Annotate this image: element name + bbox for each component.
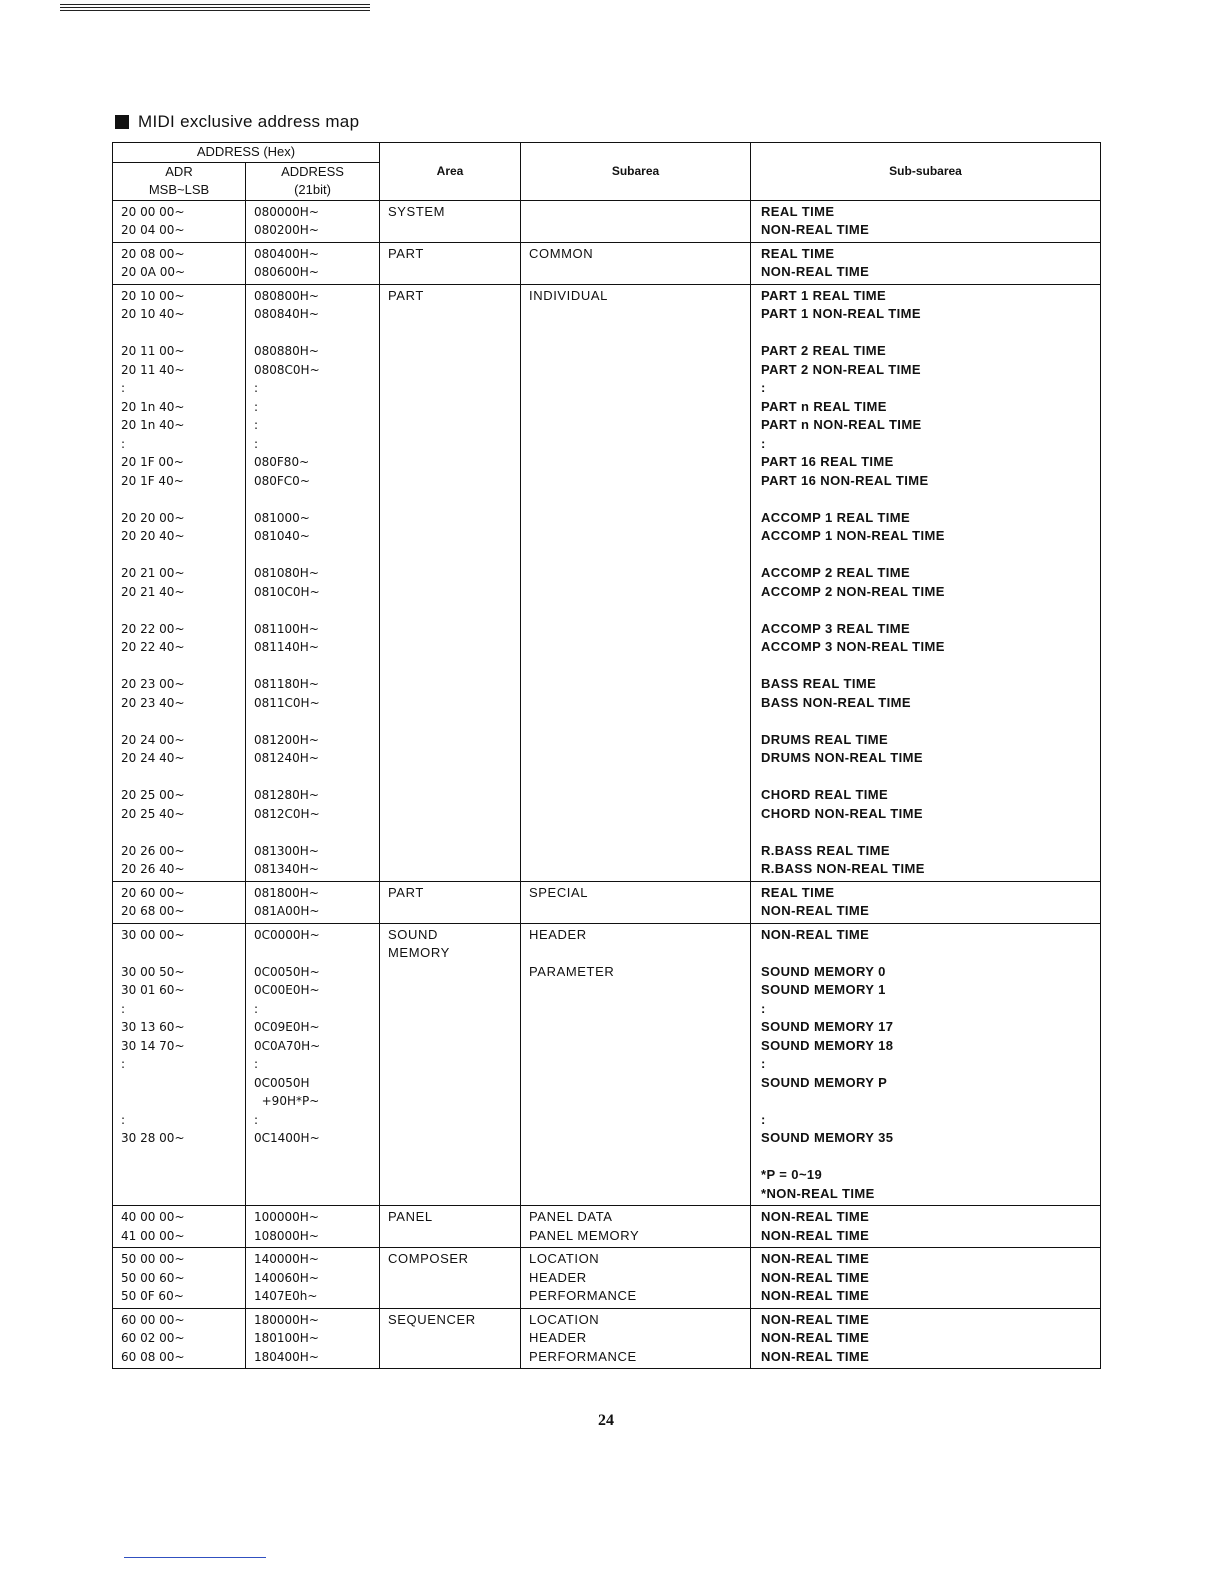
cell-line: 20 11 00~: [121, 344, 185, 358]
cell-line: NON-REAL TIME: [761, 1251, 870, 1266]
sub-subarea-cell: [751, 923, 1101, 1206]
cell-line: :: [121, 381, 126, 395]
cell-line: NON-REAL TIME: [761, 903, 870, 918]
cell-line: NON-REAL TIME: [761, 1209, 870, 1224]
cell-line: 080400H~: [254, 246, 319, 261]
cell-line: 081800H~: [254, 885, 319, 900]
cell-line: *NON-REAL TIME: [761, 1185, 875, 1201]
cell-line: [121, 823, 245, 842]
area-cell: [380, 1206, 521, 1248]
address-cell: [246, 923, 380, 1206]
midi-address-map-table: [112, 142, 1101, 1369]
cell-line: [761, 768, 1100, 787]
cell-line: 20 08 00~: [121, 246, 185, 261]
cell-line: [761, 1092, 1100, 1111]
cell-line: 0C0050H~: [254, 964, 320, 979]
cell-line: 30 14 70~: [121, 1038, 185, 1053]
cell-line: [121, 1166, 245, 1185]
cell-line: INDIVIDUAL: [529, 287, 608, 303]
header-address-line2: (21bit): [294, 182, 331, 197]
table-row: [113, 881, 1101, 923]
cell-line: 30 01 60~: [121, 983, 185, 997]
cell-line: [121, 601, 245, 620]
cell-line: DRUMS NON-REAL TIME: [761, 750, 923, 765]
cell-line: 081040~: [254, 529, 310, 543]
table-body: [113, 200, 1101, 1369]
cell-line: PANEL: [388, 1209, 433, 1224]
cell-line: [761, 490, 1100, 509]
adr-cell: [113, 200, 246, 242]
cell-line: 60 08 00~: [121, 1349, 185, 1364]
cell-line: [761, 944, 1100, 963]
cell-line: 080200H~: [254, 223, 319, 237]
cell-line: BASS NON-REAL TIME: [761, 694, 911, 710]
cell-line: [761, 601, 1100, 620]
cell-line: 0C0A70H~: [254, 1038, 321, 1053]
subarea-cell: [521, 200, 751, 242]
cell-line: [121, 490, 245, 509]
cell-line: 20 10 40~: [121, 307, 185, 321]
cell-line: 20 20 40~: [121, 529, 185, 543]
cell-line: REAL TIME: [761, 203, 835, 219]
cell-line: 081180H~: [254, 677, 319, 691]
adr-cell: [113, 1248, 246, 1309]
cell-line: :: [254, 399, 259, 414]
sub-subarea-cell: [751, 1308, 1101, 1369]
cell-line: [121, 657, 245, 676]
cell-line: 081A00H~: [254, 904, 320, 918]
cell-line: 20 24 00~: [121, 732, 185, 747]
cell-line: 20 1n 40~: [121, 399, 185, 414]
cell-line: [121, 768, 245, 787]
bullet-square-icon: [115, 115, 129, 129]
cell-line: 0C00E0H~: [254, 983, 320, 997]
cell-line: NON-REAL TIME: [761, 1227, 870, 1243]
cell-line: [121, 324, 245, 343]
cell-line: CHORD NON-REAL TIME: [761, 805, 923, 821]
cell-line: 50 0F 60~: [121, 1289, 184, 1303]
table-row: [113, 200, 1101, 242]
cell-line: 0811C0H~: [254, 695, 320, 710]
table-row: [113, 242, 1101, 284]
cell-line: 20 26 00~: [121, 843, 185, 858]
cell-line: 140000H~: [254, 1252, 319, 1266]
header-adr-line1: ADR: [165, 163, 193, 179]
cell-line: SYSTEM: [388, 203, 446, 219]
cell-line: 20 25 00~: [121, 788, 185, 802]
cell-line: [254, 657, 379, 676]
cell-line: NON-REAL TIME: [761, 926, 870, 942]
cell-line: PANEL MEMORY: [529, 1227, 640, 1243]
cell-line: PANEL DATA: [529, 1209, 613, 1224]
cell-line: PART 2 NON-REAL TIME: [761, 361, 921, 377]
cell-line: SOUND MEMORY 18: [761, 1037, 894, 1053]
header-address-hex: ADDRESS (Hex): [113, 143, 380, 163]
subarea-cell: [521, 1308, 751, 1369]
header-address-line1: ADDRESS: [281, 163, 344, 179]
adr-cell: [113, 923, 246, 1206]
cell-line: 50 00 00~: [121, 1252, 185, 1266]
cell-line: R.BASS NON-REAL TIME: [761, 861, 925, 876]
cell-line: 20 25 40~: [121, 806, 185, 821]
cell-line: [761, 657, 1100, 676]
cell-line: :: [121, 1001, 126, 1016]
cell-line: [254, 944, 379, 963]
cell-line: PART 2 REAL TIME: [761, 343, 887, 358]
cell-line: 140060H~: [254, 1270, 319, 1285]
cell-line: 30 00 50~: [121, 964, 185, 979]
cell-line: PART 1 NON-REAL TIME: [761, 306, 921, 321]
cell-line: PERFORMANCE: [529, 1348, 637, 1364]
cell-line: +90H*P~: [254, 1094, 320, 1108]
cell-line: PARAMETER: [529, 963, 615, 979]
cell-line: SOUND MEMORY 17: [761, 1019, 894, 1034]
cell-line: [761, 324, 1100, 343]
adr-cell: [113, 881, 246, 923]
cell-line: PART: [388, 287, 424, 303]
address-cell: [246, 284, 380, 881]
address-cell: [246, 881, 380, 923]
address-cell: [246, 200, 380, 242]
cell-line: ACCOMP 1 REAL TIME: [761, 509, 911, 525]
cell-line: SPECIAL: [529, 884, 589, 900]
cell-line: SOUND: [388, 926, 438, 942]
cell-line: ACCOMP 2 NON-REAL TIME: [761, 583, 945, 599]
cell-line: 20 24 40~: [121, 751, 185, 765]
cell-line: 0C0000H~: [254, 927, 320, 942]
cell-line: [254, 712, 379, 731]
address-cell: [246, 1308, 380, 1369]
cell-line: PART 16 NON-REAL TIME: [761, 472, 929, 488]
cell-line: 20 68 00~: [121, 904, 185, 918]
cell-line: 080000H~: [254, 204, 319, 219]
cell-line: 1407E0h~: [254, 1289, 318, 1303]
section-title-text: MIDI exclusive address map: [138, 112, 360, 131]
cell-line: [529, 944, 750, 963]
header-adr: [113, 162, 246, 200]
address-cell: [246, 1248, 380, 1309]
area-cell: [380, 881, 521, 923]
top-scan-strip: [60, 4, 370, 16]
cell-line: 080800H~: [254, 288, 319, 303]
cell-line: 20 10 00~: [121, 288, 185, 303]
cell-line: 080600H~: [254, 265, 319, 279]
cell-line: 20 21 40~: [121, 584, 185, 599]
subarea-cell: [521, 881, 751, 923]
table-row: [113, 1248, 1101, 1309]
cell-line: 180000H~: [254, 1312, 319, 1327]
cell-line: 30 00 00~: [121, 927, 185, 942]
cell-line: LOCATION: [529, 1311, 600, 1327]
cell-line: [254, 601, 379, 620]
table-row: [113, 1206, 1101, 1248]
cell-line: SOUND MEMORY P: [761, 1074, 888, 1090]
cell-line: 081340H~: [254, 862, 319, 876]
cell-line: 0C09E0H~: [254, 1020, 320, 1034]
sub-subarea-cell: [751, 1248, 1101, 1309]
table-row: [113, 284, 1101, 881]
cell-line: 20 00 00~: [121, 204, 185, 219]
cell-line: [121, 1092, 245, 1111]
header-adr-line2: MSB~LSB: [148, 182, 210, 197]
subarea-cell: [521, 242, 751, 284]
cell-line: ACCOMP 2 REAL TIME: [761, 565, 911, 580]
cell-line: :: [761, 380, 766, 395]
cell-line: 30 13 60~: [121, 1020, 185, 1034]
cell-line: [254, 1185, 379, 1204]
cell-line: 180400H~: [254, 1349, 319, 1364]
adr-cell: [113, 1206, 246, 1248]
page-number: 24: [598, 1412, 614, 1429]
cell-line: 60 02 00~: [121, 1331, 185, 1345]
cell-line: [254, 490, 379, 509]
area-cell: [380, 242, 521, 284]
cell-line: [254, 1148, 379, 1167]
cell-line: [254, 546, 379, 565]
cell-line: 50 00 60~: [121, 1270, 185, 1285]
cell-line: 20 22 00~: [121, 621, 185, 636]
adr-cell: [113, 284, 246, 881]
cell-line: :: [254, 436, 259, 451]
cell-line: 0812C0H~: [254, 806, 320, 821]
cell-line: [761, 1148, 1100, 1167]
cell-line: [121, 1074, 245, 1093]
area-cell: [380, 284, 521, 881]
cell-line: MEMORY: [388, 945, 450, 960]
cell-line: [761, 546, 1100, 565]
cell-line: NON-REAL TIME: [761, 222, 870, 237]
cell-line: 41 00 00~: [121, 1228, 185, 1243]
sub-subarea-cell: [751, 200, 1101, 242]
cell-line: NON-REAL TIME: [761, 1348, 870, 1364]
cell-line: :: [761, 1111, 766, 1127]
cell-line: 20 1n 40~: [121, 418, 185, 432]
cell-line: 081140H~: [254, 640, 319, 654]
cell-line: PART n REAL TIME: [761, 398, 887, 414]
cell-line: NON-REAL TIME: [761, 264, 870, 279]
cell-line: PART: [388, 245, 424, 261]
sub-subarea-cell: [751, 284, 1101, 881]
cell-line: [121, 712, 245, 731]
cell-line: ACCOMP 3 NON-REAL TIME: [761, 639, 945, 654]
cell-line: :: [254, 381, 259, 395]
cell-line: COMPOSER: [388, 1251, 469, 1266]
cell-line: 20 0A 00~: [121, 265, 186, 279]
cell-line: PART: [388, 884, 424, 900]
cell-line: 30 28 00~: [121, 1131, 185, 1145]
cell-line: LOCATION: [529, 1251, 600, 1266]
cell-line: 080FC0~: [254, 473, 310, 488]
cell-line: 60 00 00~: [121, 1312, 185, 1327]
cell-line: PART 16 REAL TIME: [761, 454, 894, 469]
cell-line: PART n NON-REAL TIME: [761, 417, 922, 432]
cell-line: 20 23 40~: [121, 695, 185, 710]
cell-line: REAL TIME: [761, 245, 835, 261]
footer-rule: [124, 1557, 266, 1558]
cell-line: 081000~: [254, 510, 310, 525]
cell-line: COMMON: [529, 245, 594, 261]
cell-line: [761, 823, 1100, 842]
cell-line: HEADER: [529, 926, 587, 942]
cell-line: 0C0050H: [254, 1075, 310, 1090]
cell-line: PERFORMANCE: [529, 1288, 637, 1303]
section-title: [115, 112, 359, 132]
area-cell: [380, 1308, 521, 1369]
cell-line: [121, 546, 245, 565]
cell-line: 081240H~: [254, 751, 319, 765]
cell-line: 081300H~: [254, 843, 319, 858]
table-row: [113, 1308, 1101, 1369]
cell-line: 20 11 40~: [121, 362, 185, 377]
cell-line: [254, 768, 379, 787]
cell-line: PART 1 REAL TIME: [761, 287, 887, 303]
subarea-cell: [521, 1206, 751, 1248]
header-subarea: Subarea: [521, 143, 751, 201]
cell-line: 20 20 00~: [121, 510, 185, 525]
cell-line: 080F80~: [254, 455, 310, 469]
cell-line: :: [254, 1001, 259, 1016]
cell-line: NON-REAL TIME: [761, 1330, 870, 1345]
cell-line: 0C1400H~: [254, 1131, 320, 1145]
subarea-cell: [521, 923, 751, 1206]
cell-line: 080840H~: [254, 307, 319, 321]
cell-line: 0808C0H~: [254, 362, 320, 377]
cell-line: [121, 1148, 245, 1167]
cell-line: HEADER: [529, 1330, 587, 1345]
address-cell: [246, 1206, 380, 1248]
cell-line: 080880H~: [254, 344, 319, 358]
sub-subarea-cell: [751, 1206, 1101, 1248]
cell-line: DRUMS REAL TIME: [761, 731, 889, 747]
table-row: [113, 923, 1101, 1206]
cell-line: 180100H~: [254, 1331, 319, 1345]
cell-line: 081080H~: [254, 566, 319, 580]
cell-line: :: [254, 1057, 259, 1071]
cell-line: :: [121, 1057, 126, 1071]
header-area: Area: [380, 143, 521, 201]
cell-line: 081280H~: [254, 788, 319, 802]
cell-line: ACCOMP 3 REAL TIME: [761, 620, 911, 636]
cell-line: :: [761, 435, 766, 451]
sub-subarea-cell: [751, 242, 1101, 284]
cell-line: REAL TIME: [761, 884, 835, 900]
cell-line: NON-REAL TIME: [761, 1269, 870, 1285]
cell-line: SOUND MEMORY 0: [761, 963, 886, 979]
area-cell: [380, 200, 521, 242]
cell-line: :: [761, 1000, 766, 1016]
subarea-cell: [521, 284, 751, 881]
cell-line: SOUND MEMORY 35: [761, 1130, 894, 1145]
cell-line: 20 1F 40~: [121, 473, 184, 488]
cell-line: 40 00 00~: [121, 1210, 185, 1224]
cell-line: :: [121, 1112, 126, 1127]
cell-line: BASS REAL TIME: [761, 676, 877, 691]
cell-line: :: [254, 1112, 259, 1127]
cell-line: NON-REAL TIME: [761, 1288, 870, 1303]
cell-line: [254, 1166, 379, 1185]
header-sub-subarea: Sub-subarea: [751, 143, 1101, 201]
cell-line: 20 23 00~: [121, 677, 185, 691]
cell-line: 20 60 00~: [121, 885, 185, 900]
cell-line: :: [121, 436, 126, 451]
adr-cell: [113, 242, 246, 284]
cell-line: 081100H~: [254, 621, 319, 636]
cell-line: HEADER: [529, 1269, 587, 1285]
address-cell: [246, 242, 380, 284]
cell-line: ACCOMP 1 NON-REAL TIME: [761, 528, 945, 543]
cell-line: SOUND MEMORY 1: [761, 982, 886, 997]
cell-line: [529, 203, 750, 222]
cell-line: CHORD REAL TIME: [761, 787, 889, 802]
cell-line: [121, 1185, 245, 1204]
cell-line: 20 22 40~: [121, 640, 185, 654]
sub-subarea-cell: [751, 881, 1101, 923]
cell-line: 20 04 00~: [121, 223, 185, 237]
area-cell: [380, 923, 521, 1206]
cell-line: SEQUENCER: [388, 1311, 476, 1327]
cell-line: 20 21 00~: [121, 566, 185, 580]
cell-line: R.BASS REAL TIME: [761, 842, 890, 858]
cell-line: 108000H~: [254, 1228, 319, 1243]
cell-line: [761, 712, 1100, 731]
cell-line: 081200H~: [254, 732, 319, 747]
cell-line: 0810C0H~: [254, 584, 320, 599]
cell-line: :: [761, 1056, 766, 1071]
cell-line: 20 26 40~: [121, 862, 185, 876]
cell-line: 20 1F 00~: [121, 455, 184, 469]
subarea-cell: [521, 1248, 751, 1309]
cell-line: :: [254, 418, 259, 432]
adr-cell: [113, 1308, 246, 1369]
cell-line: 100000H~: [254, 1210, 319, 1224]
cell-line: *P = 0~19: [761, 1167, 823, 1182]
header-address: [246, 162, 380, 200]
area-cell: [380, 1248, 521, 1309]
cell-line: [254, 324, 379, 343]
cell-line: NON-REAL TIME: [761, 1311, 870, 1327]
cell-line: [254, 823, 379, 842]
cell-line: [121, 944, 245, 963]
